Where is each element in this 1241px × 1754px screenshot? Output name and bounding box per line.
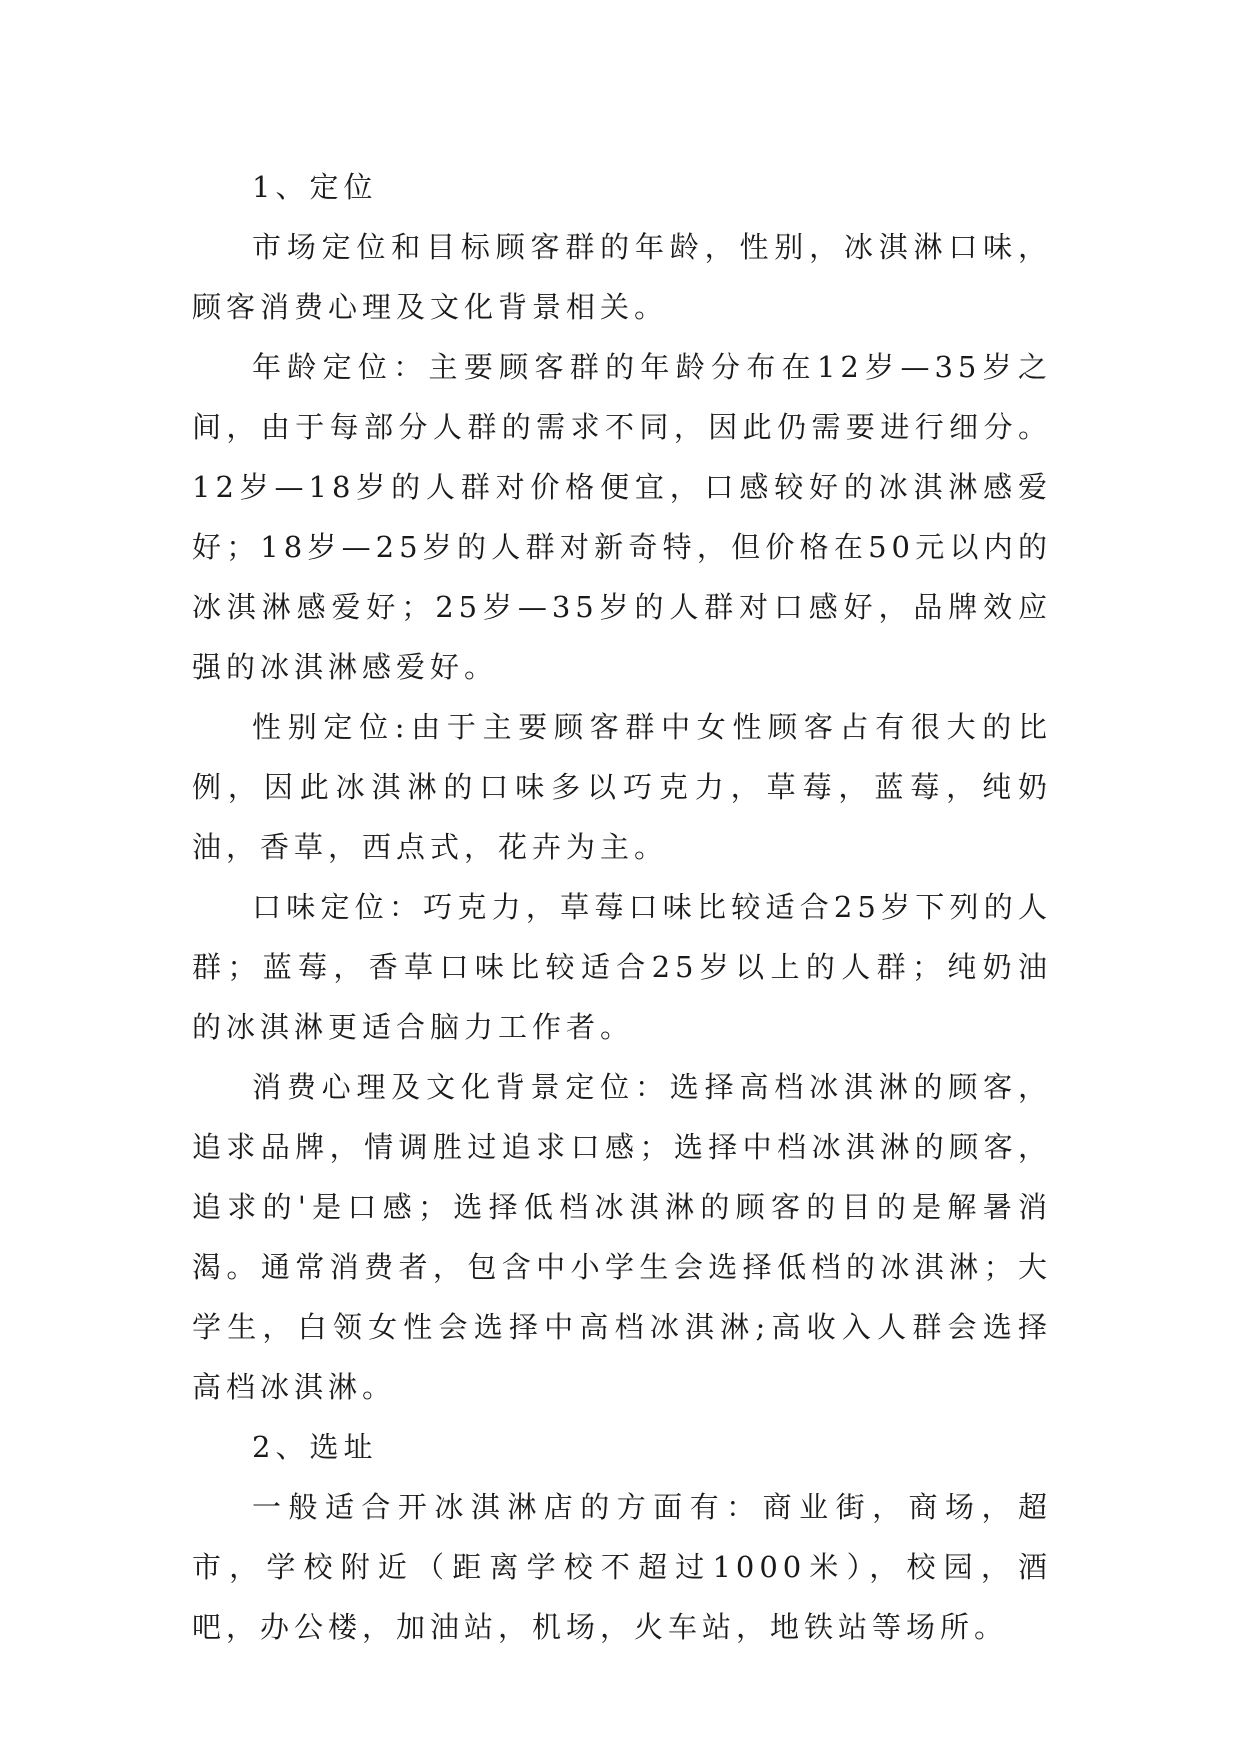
paragraph-flavor-positioning: 口味定位：巧克力，草莓口味比较适合25岁下列的人群；蓝莓，香草口味比较适合25岁以上的人群；纯奶油的冰淇淋更适合脑力工作者。 — [192, 890, 1052, 1044]
paragraph-market-positioning: 市场定位和目标顾客群的年龄，性别，冰淇淋口味，顾客消费心理及文化背景相关。 — [192, 230, 1052, 324]
paragraph-age-positioning: 年龄定位：主要顾客群的年龄分布在12岁—35岁之间，由于每部分人群的需求不同，因此仍需要进行细分。12岁—18岁的人群对价格便宜，口感较好的冰淇淋感爱好；18岁—25岁的人群对新奇特，但价格在50元以内的冰淇淋感爱好；25岁—35岁的人群对口感好，品牌效应强的冰淇淋感爱好。 — [192, 350, 1052, 684]
section-heading-location: 2、选址 — [252, 1430, 378, 1464]
paragraph-consumer-psychology: 消费心理及文化背景定位：选择高档冰淇淋的顾客，追求品牌，情调胜过追求口感；选择中档冰淇淋的顾客，追求的'是口感；选择低档冰淇淋的顾客的目的是解暑消渴。通常消费者，包含中小学生会选择低档的冰淇淋；大学生，白领女性会选择中高档冰淇淋;高收入人群会选择高档冰淇淋。 — [192, 1070, 1052, 1404]
paragraph-location-options: 一般适合开冰淇淋店的方面有：商业街，商场，超市，学校附近（距离学校不超过1000米），校园，酒吧，办公楼，加油站，机场，火车站，地铁站等场所。 — [192, 1490, 1052, 1644]
document-body — [192, 157, 1052, 1657]
paragraph-gender-positioning: 性别定位:由于主要顾客群中女性顾客占有很大的比例，因此冰淇淋的口味多以巧克力，草莓，蓝莓，纯奶油，香草，西点式，花卉为主。 — [192, 710, 1052, 864]
section-heading-positioning: 1、定位 — [252, 170, 378, 204]
